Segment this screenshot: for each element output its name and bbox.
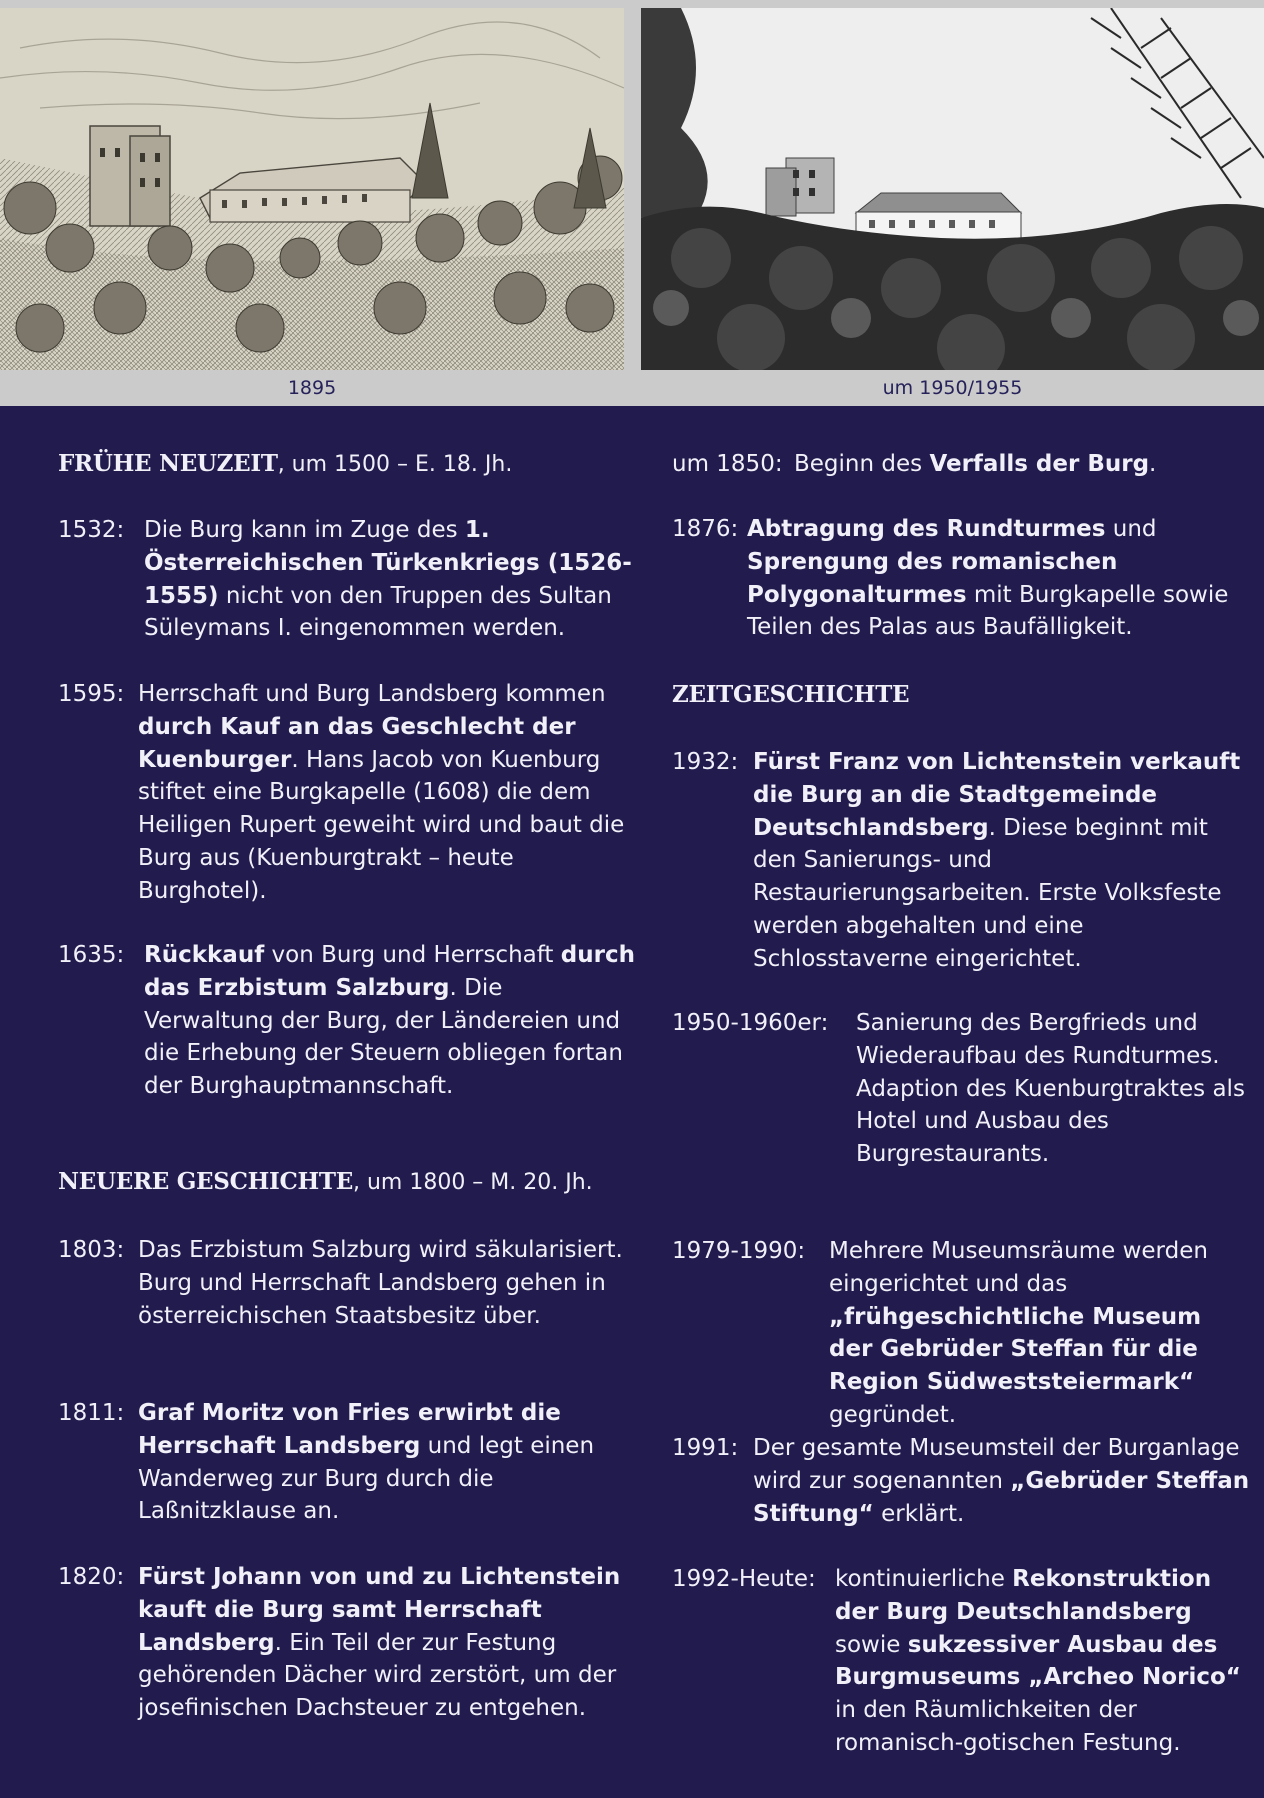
- entry-year: 1950-1960er:: [672, 1010, 829, 1036]
- timeline-entry-1532: [58, 514, 638, 645]
- entry-text: Mehrere Museumsräume werden eingerichtet und das „frühgeschichtliche Museum der Gebrüder Steffan für die Region Südweststeiermark“ gegründet.: [829, 1238, 1208, 1428]
- drawing-1895-image: [0, 8, 624, 370]
- timeline-entry-1876: [672, 513, 1252, 644]
- entry-year: 1532:: [58, 517, 125, 543]
- section-heading-zeitgeschichte: [672, 680, 909, 710]
- entry-year: 1811:: [58, 1400, 125, 1426]
- section-period: , um 1500 – E. 18. Jh.: [277, 452, 513, 477]
- timeline-entry-1991: [672, 1432, 1252, 1530]
- entry-year: 1635:: [58, 942, 125, 968]
- entry-year: um 1850:: [672, 451, 783, 477]
- entry-year: 1820:: [58, 1564, 125, 1590]
- entry-text: Graf Moritz von Fries erwirbt die Herrschaft Landsberg und legt einen Wanderweg zur Burg durch die Laßnitzklause an.: [138, 1400, 595, 1525]
- section-title: FRÜHE NEUZEIT: [58, 450, 278, 477]
- entry-year: 1876:: [672, 516, 739, 542]
- entry-text: kontinuierliche Rekonstruktion der Burg Deutschlandsberg sowie sukzessiver Ausbau des Burgmuseums „Archeo Norico“ in den Räumlichkeiten der romanisch-gotischen Festung.: [835, 1566, 1241, 1756]
- image-caption-right: um 1950/1955: [882, 377, 1023, 399]
- entry-text: Fürst Johann von und zu Lichtenstein kauft die Burg samt Herrschaft Landsberg. Ein Teil der zur Festung gehörenden Dächer wird zerstört, um der josefinischen Dachsteuer zu entgehen.: [138, 1564, 621, 1722]
- entry-year: 1803:: [58, 1237, 125, 1263]
- section-title: ZEITGESCHICHTE: [672, 681, 910, 708]
- section-title: NEUERE GESCHICHTE: [58, 1168, 353, 1195]
- timeline-entry-1992-heute: [672, 1563, 1252, 1760]
- section-heading-neuere-geschichte: [58, 1167, 593, 1198]
- timeline-entry-1820: [58, 1561, 638, 1725]
- entry-year: 1992-Heute:: [672, 1566, 816, 1592]
- entry-year: 1595:: [58, 681, 125, 707]
- timeline-entry-1595: [58, 678, 638, 908]
- photo-band: [0, 0, 1264, 406]
- entry-text: Beginn des Verfalls der Burg.: [794, 451, 1157, 477]
- section-period: , um 1800 – M. 20. Jh.: [352, 1170, 593, 1195]
- section-heading-fruehe-neuzeit: [58, 449, 512, 480]
- entry-text: Das Erzbistum Salzburg wird säkularisiert. Burg und Herrschaft Landsberg gehen in österreichischen Staatsbesitz über.: [138, 1237, 623, 1329]
- entry-text: Fürst Franz von Lichtenstein verkauft die Burg an die Stadtgemeinde Deutschlandsberg. Diese beginnt mit den Sanierungs- und Restaurierungsarbeiten. Erste Volksfeste werden abgehalten und eine Schlosstaverne eingerichtet.: [753, 749, 1241, 972]
- timeline-entry-1803: [58, 1234, 638, 1332]
- timeline-entry-1635: [58, 939, 638, 1103]
- image-caption-left: 1895: [287, 377, 337, 399]
- timeline-entry-1950-1960er: [672, 1007, 1252, 1171]
- entry-year: 1991:: [672, 1435, 739, 1461]
- timeline-entry-1932: [672, 746, 1252, 976]
- photo-1950-image: [641, 8, 1264, 370]
- entry-text: Abtragung des Rundturmes und Sprengung des romanischen Polygonalturmes mit Burgkapelle sowie Teilen des Palas aus Baufälligkeit.: [747, 516, 1229, 641]
- entry-text: Der gesamte Museumsteil der Burganlage wird zur sogenannten „Gebrüder Steffan Stiftung“ erklärt.: [753, 1435, 1250, 1527]
- entry-text: Die Burg kann im Zuge des 1. Österreichischen Türkenkriegs (1526-1555) nicht von den Truppen des Sultan Süleymans I. eingenommen werden.: [144, 517, 632, 642]
- entry-text: Herrschaft und Burg Landsberg kommen durch Kauf an das Geschlecht der Kuenburger. Hans Jacob von Kuenburg stiftet eine Burgkapelle (1608) die dem Heiligen Rupert geweiht wird und baut die Burg aus (Kuenburgtrakt – heute Burghotel).: [138, 681, 625, 904]
- entry-text: Rückkauf von Burg und Herrschaft durch das Erzbistum Salzburg. Die Verwaltung der Burg, der Ländereien und die Erhebung der Steuern obliegen fortan der Burghauptmannschaft.: [144, 942, 635, 1100]
- entry-year: 1979-1990:: [672, 1238, 806, 1264]
- timeline-entry-1979-1990: [672, 1235, 1252, 1432]
- entry-text: Sanierung des Bergfrieds und Wiederaufbau des Rundturmes. Adaption des Kuenburgtraktes als Hotel und Ausbau des Burgrestaurants.: [856, 1010, 1245, 1168]
- timeline-entry-1850: [672, 448, 1156, 481]
- timeline-entry-1811: [58, 1397, 638, 1528]
- entry-year: 1932:: [672, 749, 739, 775]
